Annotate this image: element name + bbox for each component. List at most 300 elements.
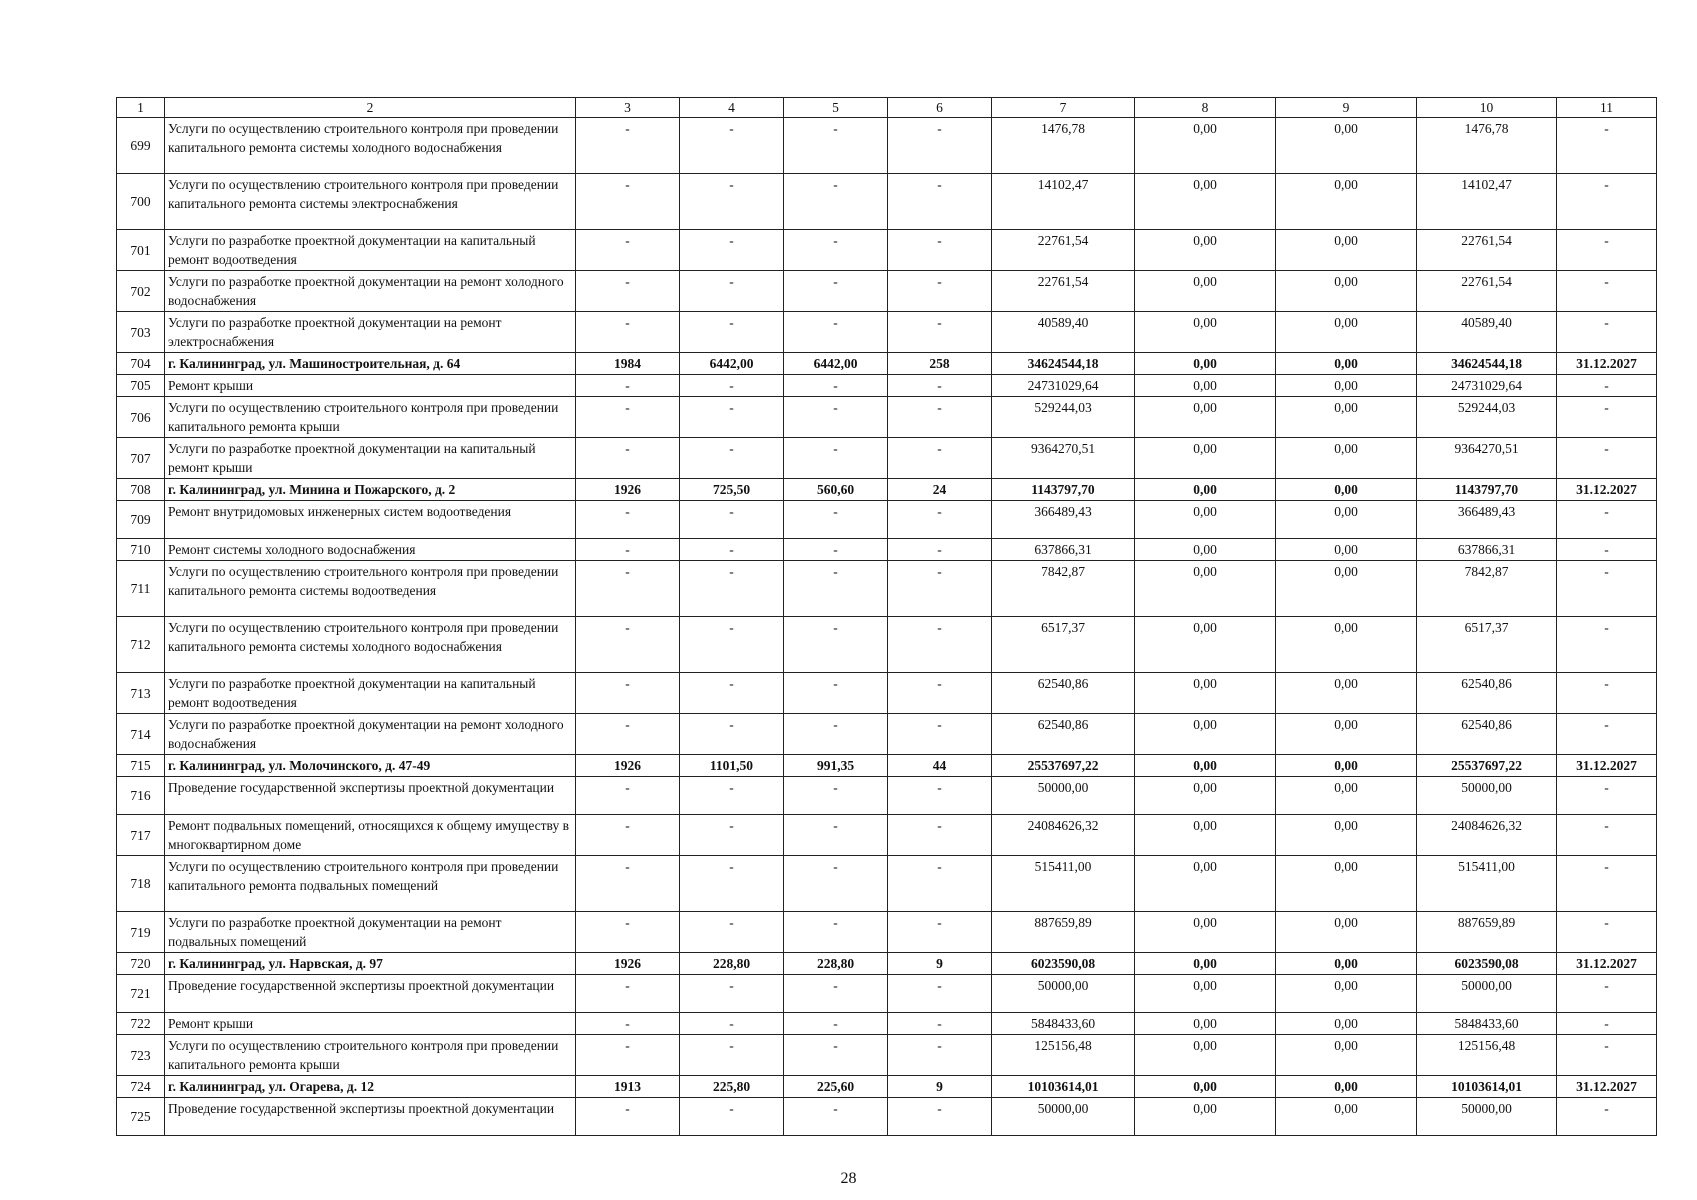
owner-funds-cell: 62540,86 [1417, 714, 1557, 755]
total-cost-cell: 62540,86 [992, 714, 1135, 755]
work-item-row [117, 561, 1657, 617]
living-area-cell: - [784, 271, 888, 312]
work-item-row [117, 118, 1657, 174]
row-number-cell: 719 [117, 912, 165, 953]
total-area-cell: - [680, 912, 784, 953]
regional-funds-cell: 0,00 [1276, 777, 1417, 815]
owner-funds-cell: 50000,00 [1417, 1098, 1557, 1136]
row-number-cell: 706 [117, 397, 165, 438]
total-cost-cell: 62540,86 [992, 673, 1135, 714]
address-row [117, 353, 1657, 375]
total-area-cell: - [680, 539, 784, 561]
total-cost-cell: 34624544,18 [992, 353, 1135, 375]
federal-funds-cell: 0,00 [1135, 1098, 1276, 1136]
column-header: 1 [117, 98, 165, 118]
row-number-cell: 714 [117, 714, 165, 755]
work-description-cell: Услуги по разработке проектной документации на капитальный ремонт крыши [165, 438, 576, 479]
row-number-cell: 718 [117, 856, 165, 912]
address-cell: г. Калининград, ул. Минина и Пожарского, д. 2 [165, 479, 576, 501]
total-cost-cell: 6023590,08 [992, 953, 1135, 975]
owner-funds-cell: 515411,00 [1417, 856, 1557, 912]
completion-date-cell: - [1557, 375, 1657, 397]
column-header: 6 [888, 98, 992, 118]
owner-funds-cell: 1476,78 [1417, 118, 1557, 174]
owner-funds-cell: 40589,40 [1417, 312, 1557, 353]
total-area-cell: 225,80 [680, 1076, 784, 1098]
completion-date-cell: - [1557, 975, 1657, 1013]
living-area-cell: - [784, 815, 888, 856]
work-item-row [117, 975, 1657, 1013]
build-year-cell: 1913 [576, 1076, 680, 1098]
completion-date-cell: - [1557, 118, 1657, 174]
owner-funds-cell: 529244,03 [1417, 397, 1557, 438]
residents-cell: - [888, 1013, 992, 1035]
federal-funds-cell: 0,00 [1135, 755, 1276, 777]
living-area-cell: 228,80 [784, 953, 888, 975]
regional-funds-cell: 0,00 [1276, 561, 1417, 617]
column-header: 8 [1135, 98, 1276, 118]
owner-funds-cell: 7842,87 [1417, 561, 1557, 617]
completion-date-cell: - [1557, 561, 1657, 617]
work-item-row [117, 501, 1657, 539]
owner-funds-cell: 25537697,22 [1417, 755, 1557, 777]
residents-cell: 24 [888, 479, 992, 501]
build-year-cell: 1926 [576, 755, 680, 777]
federal-funds-cell: 0,00 [1135, 673, 1276, 714]
living-area-cell: - [784, 1013, 888, 1035]
total-cost-cell: 1476,78 [992, 118, 1135, 174]
build-year-cell: - [576, 856, 680, 912]
row-number-cell: 722 [117, 1013, 165, 1035]
work-item-row [117, 375, 1657, 397]
owner-funds-cell: 887659,89 [1417, 912, 1557, 953]
residents-cell: - [888, 1035, 992, 1076]
column-header: 4 [680, 98, 784, 118]
build-year-cell: - [576, 714, 680, 755]
build-year-cell: - [576, 312, 680, 353]
living-area-cell: - [784, 438, 888, 479]
owner-funds-cell: 14102,47 [1417, 174, 1557, 230]
total-area-cell: - [680, 856, 784, 912]
completion-date-cell: - [1557, 230, 1657, 271]
total-cost-cell: 50000,00 [992, 1098, 1135, 1136]
total-area-cell: 228,80 [680, 953, 784, 975]
work-description-cell: Ремонт крыши [165, 1013, 576, 1035]
work-item-row [117, 271, 1657, 312]
total-cost-cell: 637866,31 [992, 539, 1135, 561]
total-cost-cell: 887659,89 [992, 912, 1135, 953]
completion-date-cell: - [1557, 714, 1657, 755]
residents-cell: - [888, 271, 992, 312]
residents-cell: - [888, 975, 992, 1013]
build-year-cell: - [576, 1013, 680, 1035]
federal-funds-cell: 0,00 [1135, 271, 1276, 312]
build-year-cell: - [576, 912, 680, 953]
owner-funds-cell: 50000,00 [1417, 975, 1557, 1013]
build-year-cell: - [576, 815, 680, 856]
row-number-cell: 705 [117, 375, 165, 397]
build-year-cell: - [576, 174, 680, 230]
residents-cell: - [888, 617, 992, 673]
residents-cell: 9 [888, 953, 992, 975]
regional-funds-cell: 0,00 [1276, 118, 1417, 174]
federal-funds-cell: 0,00 [1135, 312, 1276, 353]
completion-date-cell: 31.12.2027 [1557, 755, 1657, 777]
residents-cell: - [888, 174, 992, 230]
federal-funds-cell: 0,00 [1135, 539, 1276, 561]
regional-funds-cell: 0,00 [1276, 815, 1417, 856]
work-description-cell: Услуги по осуществлению строительного контроля при проведении капитального ремонта системы водоотведения [165, 561, 576, 617]
residents-cell: - [888, 777, 992, 815]
work-description-cell: Услуги по осуществлению строительного контроля при проведении капитального ремонта подвальных помещений [165, 856, 576, 912]
address-row [117, 953, 1657, 975]
column-header: 7 [992, 98, 1135, 118]
row-number-cell: 723 [117, 1035, 165, 1076]
regional-funds-cell: 0,00 [1276, 312, 1417, 353]
living-area-cell: 225,60 [784, 1076, 888, 1098]
work-description-cell: Проведение государственной экспертизы проектной документации [165, 975, 576, 1013]
build-year-cell: - [576, 617, 680, 673]
row-number-cell: 711 [117, 561, 165, 617]
build-year-cell: 1926 [576, 479, 680, 501]
living-area-cell: - [784, 174, 888, 230]
owner-funds-cell: 1143797,70 [1417, 479, 1557, 501]
regional-funds-cell: 0,00 [1276, 397, 1417, 438]
regional-funds-cell: 0,00 [1276, 174, 1417, 230]
column-header: 3 [576, 98, 680, 118]
work-description-cell: Услуги по разработке проектной документации на ремонт подвальных помещений [165, 912, 576, 953]
federal-funds-cell: 0,00 [1135, 479, 1276, 501]
federal-funds-cell: 0,00 [1135, 1076, 1276, 1098]
total-area-cell: - [680, 714, 784, 755]
work-item-row [117, 1013, 1657, 1035]
row-number-cell: 710 [117, 539, 165, 561]
completion-date-cell: - [1557, 815, 1657, 856]
build-year-cell: - [576, 1098, 680, 1136]
living-area-cell: 991,35 [784, 755, 888, 777]
residents-cell: - [888, 815, 992, 856]
row-number-cell: 700 [117, 174, 165, 230]
living-area-cell: - [784, 856, 888, 912]
owner-funds-cell: 6023590,08 [1417, 953, 1557, 975]
total-area-cell: - [680, 815, 784, 856]
column-header: 10 [1417, 98, 1557, 118]
owner-funds-cell: 9364270,51 [1417, 438, 1557, 479]
completion-date-cell: 31.12.2027 [1557, 1076, 1657, 1098]
address-cell: г. Калининград, ул. Огарева, д. 12 [165, 1076, 576, 1098]
owner-funds-cell: 50000,00 [1417, 777, 1557, 815]
living-area-cell: - [784, 397, 888, 438]
owner-funds-cell: 10103614,01 [1417, 1076, 1557, 1098]
living-area-cell: - [784, 118, 888, 174]
federal-funds-cell: 0,00 [1135, 438, 1276, 479]
regional-funds-cell: 0,00 [1276, 479, 1417, 501]
total-cost-cell: 22761,54 [992, 271, 1135, 312]
owner-funds-cell: 125156,48 [1417, 1035, 1557, 1076]
address-cell: г. Калининград, ул. Нарвская, д. 97 [165, 953, 576, 975]
federal-funds-cell: 0,00 [1135, 777, 1276, 815]
total-area-cell: - [680, 975, 784, 1013]
total-cost-cell: 50000,00 [992, 975, 1135, 1013]
total-cost-cell: 5848433,60 [992, 1013, 1135, 1035]
living-area-cell: - [784, 673, 888, 714]
work-description-cell: Услуги по разработке проектной документации на капитальный ремонт водоотведения [165, 230, 576, 271]
total-area-cell: 1101,50 [680, 755, 784, 777]
work-item-row [117, 230, 1657, 271]
work-item-row [117, 815, 1657, 856]
residents-cell: - [888, 501, 992, 539]
total-cost-cell: 515411,00 [992, 856, 1135, 912]
row-number-cell: 715 [117, 755, 165, 777]
living-area-cell: - [784, 912, 888, 953]
owner-funds-cell: 637866,31 [1417, 539, 1557, 561]
total-cost-cell: 366489,43 [992, 501, 1135, 539]
residents-cell: - [888, 118, 992, 174]
living-area-cell: - [784, 975, 888, 1013]
completion-date-cell: - [1557, 438, 1657, 479]
federal-funds-cell: 0,00 [1135, 561, 1276, 617]
total-area-cell: 6442,00 [680, 353, 784, 375]
completion-date-cell: - [1557, 501, 1657, 539]
build-year-cell: - [576, 438, 680, 479]
work-item-row [117, 174, 1657, 230]
living-area-cell: - [784, 617, 888, 673]
regional-funds-cell: 0,00 [1276, 673, 1417, 714]
residents-cell: - [888, 539, 992, 561]
living-area-cell: - [784, 501, 888, 539]
work-item-row [117, 673, 1657, 714]
total-cost-cell: 40589,40 [992, 312, 1135, 353]
regional-funds-cell: 0,00 [1276, 1098, 1417, 1136]
row-number-cell: 701 [117, 230, 165, 271]
owner-funds-cell: 34624544,18 [1417, 353, 1557, 375]
column-header: 5 [784, 98, 888, 118]
address-row [117, 479, 1657, 501]
total-cost-cell: 7842,87 [992, 561, 1135, 617]
regional-funds-cell: 0,00 [1276, 1076, 1417, 1098]
regional-funds-cell: 0,00 [1276, 438, 1417, 479]
residents-cell: 9 [888, 1076, 992, 1098]
total-area-cell: - [680, 617, 784, 673]
completion-date-cell: - [1557, 912, 1657, 953]
regional-funds-cell: 0,00 [1276, 755, 1417, 777]
federal-funds-cell: 0,00 [1135, 375, 1276, 397]
build-year-cell: - [576, 539, 680, 561]
owner-funds-cell: 5848433,60 [1417, 1013, 1557, 1035]
total-cost-cell: 6517,37 [992, 617, 1135, 673]
federal-funds-cell: 0,00 [1135, 815, 1276, 856]
row-number-cell: 713 [117, 673, 165, 714]
total-area-cell: - [680, 777, 784, 815]
owner-funds-cell: 22761,54 [1417, 230, 1557, 271]
work-description-cell: Услуги по разработке проектной документации на капитальный ремонт водоотведения [165, 673, 576, 714]
build-year-cell: - [576, 777, 680, 815]
total-cost-cell: 1143797,70 [992, 479, 1135, 501]
regional-funds-cell: 0,00 [1276, 1013, 1417, 1035]
row-number-cell: 708 [117, 479, 165, 501]
row-number-cell: 721 [117, 975, 165, 1013]
living-area-cell: - [784, 1035, 888, 1076]
work-description-cell: Ремонт внутридомовых инженерных систем водоотведения [165, 501, 576, 539]
completion-date-cell: - [1557, 617, 1657, 673]
residents-cell: - [888, 673, 992, 714]
total-area-cell: - [680, 673, 784, 714]
build-year-cell: - [576, 1035, 680, 1076]
column-header: 9 [1276, 98, 1417, 118]
regional-funds-cell: 0,00 [1276, 856, 1417, 912]
total-cost-cell: 25537697,22 [992, 755, 1135, 777]
row-number-cell: 703 [117, 312, 165, 353]
build-year-cell: 1984 [576, 353, 680, 375]
work-description-cell: Ремонт крыши [165, 375, 576, 397]
owner-funds-cell: 366489,43 [1417, 501, 1557, 539]
work-item-row [117, 714, 1657, 755]
living-area-cell: - [784, 312, 888, 353]
regional-funds-cell: 0,00 [1276, 353, 1417, 375]
total-cost-cell: 22761,54 [992, 230, 1135, 271]
work-item-row [117, 312, 1657, 353]
regional-funds-cell: 0,00 [1276, 539, 1417, 561]
federal-funds-cell: 0,00 [1135, 353, 1276, 375]
residents-cell: 44 [888, 755, 992, 777]
total-area-cell: - [680, 271, 784, 312]
residents-cell: - [888, 561, 992, 617]
completion-date-cell: - [1557, 777, 1657, 815]
living-area-cell: - [784, 539, 888, 561]
work-description-cell: Услуги по осуществлению строительного контроля при проведении капитального ремонта системы холодного водоснабжения [165, 118, 576, 174]
total-cost-cell: 24084626,32 [992, 815, 1135, 856]
row-number-cell: 725 [117, 1098, 165, 1136]
work-description-cell: Услуги по осуществлению строительного контроля при проведении капитального ремонта системы электроснабжения [165, 174, 576, 230]
completion-date-cell: - [1557, 673, 1657, 714]
total-area-cell: - [680, 438, 784, 479]
residents-cell: - [888, 714, 992, 755]
living-area-cell: - [784, 561, 888, 617]
total-cost-cell: 10103614,01 [992, 1076, 1135, 1098]
total-area-cell: - [680, 501, 784, 539]
regional-funds-cell: 0,00 [1276, 975, 1417, 1013]
work-description-cell: Услуги по разработке проектной документации на ремонт холодного водоснабжения [165, 714, 576, 755]
build-year-cell: - [576, 397, 680, 438]
living-area-cell: - [784, 230, 888, 271]
work-description-cell: Ремонт системы холодного водоснабжения [165, 539, 576, 561]
completion-date-cell: 31.12.2027 [1557, 953, 1657, 975]
total-area-cell: 725,50 [680, 479, 784, 501]
work-item-row [117, 856, 1657, 912]
residents-cell: - [888, 1098, 992, 1136]
program-table [116, 97, 1657, 1136]
living-area-cell: - [784, 375, 888, 397]
owner-funds-cell: 62540,86 [1417, 673, 1557, 714]
completion-date-cell: - [1557, 312, 1657, 353]
regional-funds-cell: 0,00 [1276, 617, 1417, 673]
residents-cell: - [888, 375, 992, 397]
build-year-cell: - [576, 561, 680, 617]
total-cost-cell: 24731029,64 [992, 375, 1135, 397]
column-header: 11 [1557, 98, 1657, 118]
work-item-row [117, 1035, 1657, 1076]
regional-funds-cell: 0,00 [1276, 953, 1417, 975]
completion-date-cell: - [1557, 1098, 1657, 1136]
work-item-row [117, 777, 1657, 815]
row-number-cell: 717 [117, 815, 165, 856]
regional-funds-cell: 0,00 [1276, 714, 1417, 755]
work-description-cell: Проведение государственной экспертизы проектной документации [165, 1098, 576, 1136]
total-area-cell: - [680, 375, 784, 397]
completion-date-cell: - [1557, 1035, 1657, 1076]
work-item-row [117, 397, 1657, 438]
build-year-cell: - [576, 230, 680, 271]
work-description-cell: Услуги по осуществлению строительного контроля при проведении капитального ремонта системы холодного водоснабжения [165, 617, 576, 673]
federal-funds-cell: 0,00 [1135, 1035, 1276, 1076]
completion-date-cell: - [1557, 271, 1657, 312]
total-cost-cell: 14102,47 [992, 174, 1135, 230]
completion-date-cell: 31.12.2027 [1557, 353, 1657, 375]
row-number-cell: 709 [117, 501, 165, 539]
work-description-cell: Услуги по осуществлению строительного контроля при проведении капитального ремонта крыши [165, 1035, 576, 1076]
work-description-cell: Услуги по разработке проектной документации на ремонт холодного водоснабжения [165, 271, 576, 312]
residents-cell: - [888, 312, 992, 353]
federal-funds-cell: 0,00 [1135, 230, 1276, 271]
build-year-cell: - [576, 975, 680, 1013]
row-number-cell: 702 [117, 271, 165, 312]
page-number: 28 [840, 1170, 857, 1187]
work-item-row [117, 617, 1657, 673]
regional-funds-cell: 0,00 [1276, 375, 1417, 397]
column-header: 2 [165, 98, 576, 118]
owner-funds-cell: 22761,54 [1417, 271, 1557, 312]
row-number-cell: 724 [117, 1076, 165, 1098]
residents-cell: - [888, 856, 992, 912]
owner-funds-cell: 24731029,64 [1417, 375, 1557, 397]
column-number-header-row [117, 98, 1657, 118]
work-description-cell: Услуги по разработке проектной документации на ремонт электроснабжения [165, 312, 576, 353]
federal-funds-cell: 0,00 [1135, 397, 1276, 438]
total-cost-cell: 125156,48 [992, 1035, 1135, 1076]
address-row [117, 755, 1657, 777]
total-cost-cell: 50000,00 [992, 777, 1135, 815]
regional-funds-cell: 0,00 [1276, 912, 1417, 953]
living-area-cell: 6442,00 [784, 353, 888, 375]
federal-funds-cell: 0,00 [1135, 953, 1276, 975]
total-area-cell: - [680, 1035, 784, 1076]
total-area-cell: - [680, 397, 784, 438]
work-item-row [117, 1098, 1657, 1136]
row-number-cell: 716 [117, 777, 165, 815]
regional-funds-cell: 0,00 [1276, 230, 1417, 271]
residents-cell: 258 [888, 353, 992, 375]
federal-funds-cell: 0,00 [1135, 975, 1276, 1013]
build-year-cell: - [576, 271, 680, 312]
federal-funds-cell: 0,00 [1135, 174, 1276, 230]
federal-funds-cell: 0,00 [1135, 1013, 1276, 1035]
work-item-row [117, 912, 1657, 953]
work-description-cell: Услуги по осуществлению строительного контроля при проведении капитального ремонта крыши [165, 397, 576, 438]
living-area-cell: 560,60 [784, 479, 888, 501]
build-year-cell: 1926 [576, 953, 680, 975]
completion-date-cell: 31.12.2027 [1557, 479, 1657, 501]
residents-cell: - [888, 912, 992, 953]
regional-funds-cell: 0,00 [1276, 501, 1417, 539]
work-description-cell: Ремонт подвальных помещений, относящихся к общему имуществу в многоквартирном доме [165, 815, 576, 856]
row-number-cell: 707 [117, 438, 165, 479]
federal-funds-cell: 0,00 [1135, 714, 1276, 755]
total-cost-cell: 9364270,51 [992, 438, 1135, 479]
owner-funds-cell: 24084626,32 [1417, 815, 1557, 856]
federal-funds-cell: 0,00 [1135, 617, 1276, 673]
work-item-row [117, 539, 1657, 561]
row-number-cell: 699 [117, 118, 165, 174]
